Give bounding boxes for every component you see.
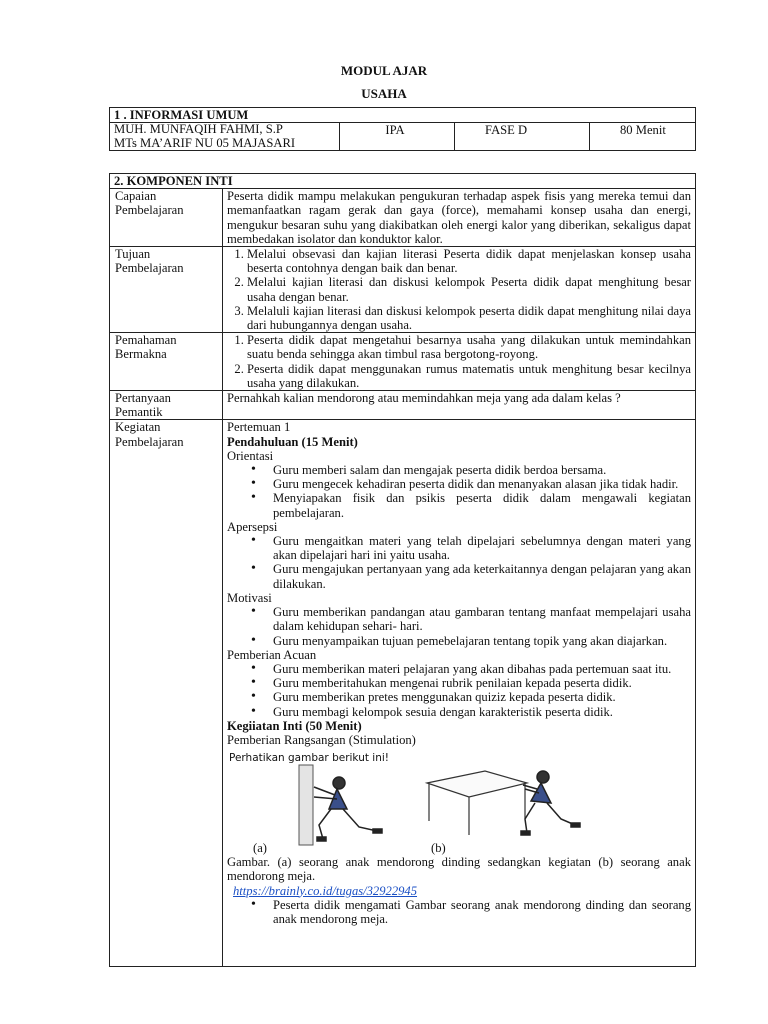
acuan-heading: Pemberian Acuan [227, 647, 317, 662]
figure-label-a: (a) [253, 841, 267, 856]
phase-cell: FASE D [455, 123, 590, 151]
author-cell [110, 123, 340, 151]
document-title: MODUL AJAR [340, 63, 428, 78]
pertemuan-label: Pertemuan 1 [227, 420, 291, 435]
tujuan-label-line2: Pembelajaran [115, 261, 184, 276]
pertanyaan-label-line2: Pemantik [115, 405, 163, 420]
kegiatan-cell [223, 420, 696, 967]
acuan-list [227, 662, 691, 719]
apersepsi-list [227, 534, 691, 591]
list-item: • Guru mengajukan pertanyaan yang ada keterkaitannya dengan pelajaran yang akan dilakukan. [273, 562, 691, 590]
list-item: 1. Melalui obsevasi dan kajian literasi Peserta didik dapat menjelaskan konsep usaha beserta contohnya dengan baik dan benar. [247, 247, 691, 275]
capaian-text: Peserta didik mampu melakukan pengukuran terhadap aspek fisis yang mereka temui dan memanfaatkan ragam gerak dan gaya (force), memahami konsep usaha dan energi, mengukur besaran suhu yang diakibatkan oleh energi kalor yang diberikan, sekaligus dapat membedakan isolator dan konduktor kalor. [223, 189, 696, 247]
pemahaman-list [227, 333, 691, 390]
document-subtitle: USAHA [361, 86, 407, 101]
pertanyaan-text: Pernahkah kalian mendorong atau memindahkan meja yang ada dalam kelas ? [223, 391, 696, 420]
pertanyaan-label [110, 391, 223, 420]
figure-caption: Perhatikan gambar berikut ini! [229, 752, 390, 765]
list-item: • Peserta didik mengamati Gambar seorang anak mendorong dinding dan seorang anak mendorong meja. [273, 898, 691, 926]
wall-shape [299, 765, 313, 845]
illustration-figure [227, 751, 691, 839]
inti-heading: Kegiiatan Inti (50 Menit) [227, 718, 362, 733]
pemahaman-label-line1: Pemahaman [115, 333, 177, 348]
author-name: MUH. MUNFAQIH FAHMI, S.P [114, 122, 283, 137]
list-item: • Guru membagi kelompok sesuia dengan karakteristik peserta didik. [273, 705, 691, 719]
info-table [109, 107, 696, 151]
list-item: • Guru memberitahukan mengenai rubrik penilaian kepada peserta didik. [273, 676, 691, 690]
core-table [109, 173, 696, 967]
list-item: 3. Melaluli kajian literasi dan diskusi kelompok peserta didik dapat menghitung nilai daya dari hubungannya dengan usaha. [247, 304, 691, 332]
list-item: • Guru mengaitkan materi yang telah dipelajari sebelumnya dengan materi yang akan dipelajari hari ini yaitu usaha. [273, 534, 691, 562]
tujuan-label [110, 247, 223, 333]
apersepsi-heading: Apersepsi [227, 519, 278, 534]
list-item: • Guru mengecek kehadiran peserta didik dan menanyakan alasan jika tidak hadir. [273, 477, 691, 491]
school-name: MTs MA’ARIF NU 05 MAJASARI [114, 135, 296, 150]
core-heading: 2. KOMPONEN INTI [110, 174, 696, 189]
capaian-label-line1: Capaian [115, 189, 157, 204]
motivasi-list [227, 605, 691, 648]
list-item: • Guru menyampaikan tujuan pemebelajaran tentang topik yang akan diajarkan. [273, 634, 691, 648]
subject-cell: IPA [340, 123, 455, 151]
pertanyaan-label-line1: Pertanyaan [115, 391, 171, 406]
rangsangan-heading: Pemberian Rangsangan (Stimulation) [227, 732, 416, 747]
list-item: 2. Melalui kajian literasi dan diskusi kelompok Peserta didik dapat menghitung besar usaha dengan benar. [247, 275, 691, 303]
pemahaman-label-line2: Bermakna [115, 347, 167, 362]
observe-list [227, 898, 691, 926]
motivasi-heading: Motivasi [227, 590, 272, 605]
list-item: • Menyiapakan fisik dan psikis peserta didik dalam mengawali kegiatan pembelajaran. [273, 491, 691, 519]
duration-cell: 80 Menit [590, 123, 696, 151]
tujuan-cell [223, 247, 696, 333]
pemahaman-label [110, 333, 223, 391]
tujuan-label-line1: Tujuan [115, 247, 151, 262]
list-item: • Guru memberikan pandangan atau gambaran tentang manfaat mempelajari usaha dalam kehidupan sehari- hari. [273, 605, 691, 633]
pendahuluan-heading: Pendahuluan (15 Menit) [227, 434, 358, 449]
kegiatan-label [110, 420, 223, 967]
info-heading: 1 . INFORMASI UMUM [110, 108, 696, 123]
list-item: • Guru memberikan materi pelajaran yang akan dibahas pada pertemuan saat itu. [273, 662, 691, 676]
pushing-illustration [227, 763, 697, 851]
figure-label-b: (b) [431, 841, 446, 856]
capaian-label-line2: Pembelajaran [115, 203, 184, 218]
figure-labels-row [227, 841, 691, 855]
list-item: • Guru memberi salam dan mengajak peserta didik berdoa bersama. [273, 463, 691, 477]
pemahaman-cell [223, 333, 696, 391]
child-pushing-table [521, 771, 580, 835]
list-item: 2. Peserta didik dapat menggunakan rumus matematis untuk menghitung besar kecilnya usaha yang dilakukan. [247, 362, 691, 390]
source-link[interactable]: https://brainly.co.id/tugas/32922945 [233, 883, 418, 898]
gambar-description: Gambar. (a) seorang anak mendorong dinding sedangkan kegiatan (b) seorang anak mendorong meja. [227, 855, 691, 884]
list-item: • Guru memberikan pretes menggunakan quiziz kepada peserta didik. [273, 690, 691, 704]
orientasi-heading: Orientasi [227, 448, 274, 463]
kegiatan-label-line1: Kegiatan [115, 420, 161, 435]
kegiatan-label-line2: Pembelajaran [115, 434, 184, 449]
child-pushing-wall [314, 777, 382, 841]
orientasi-list [227, 463, 691, 520]
list-item: 1. Peserta didik dapat mengetahui besarnya usaha yang dilakukan untuk memindahkan suatu benda sehingga akan timbul rasa bergotong-royong. [247, 333, 691, 361]
table-shape [427, 771, 527, 835]
capaian-label [110, 189, 223, 247]
tujuan-list [227, 247, 691, 332]
